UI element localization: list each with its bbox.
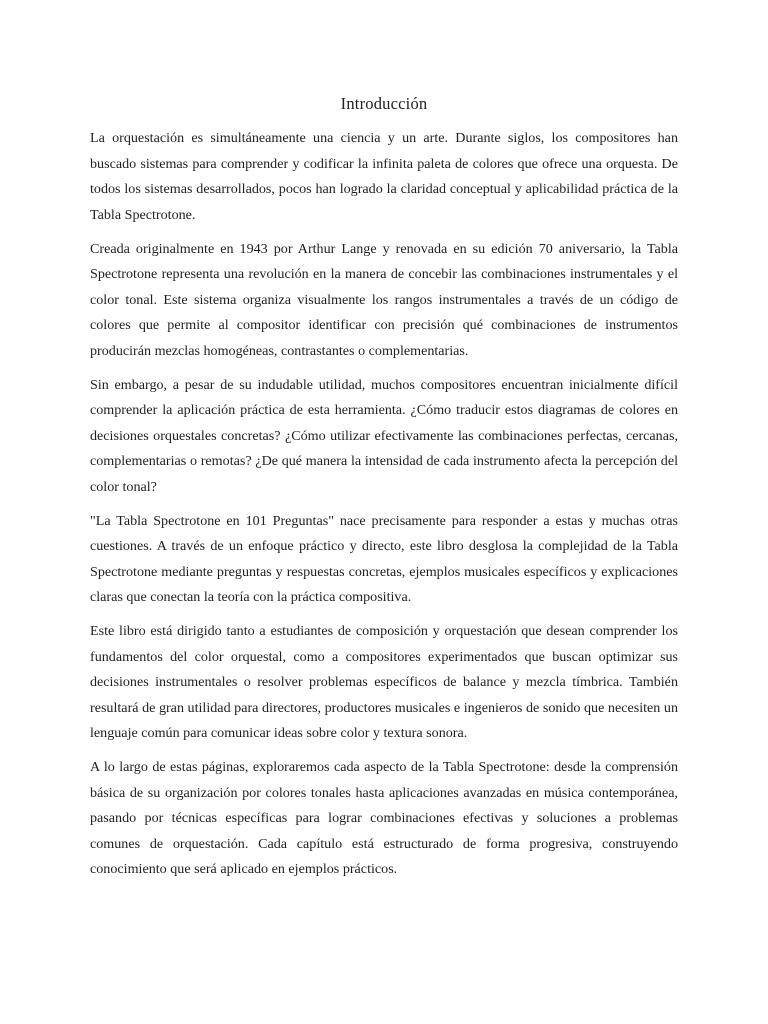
- page-title: Introducción: [340, 94, 428, 113]
- paragraph-1: La orquestación es simultáneamente una ciencia y un arte. Durante siglos, los compositores han buscado sistemas para comprender y codificar la infinita paleta de colores que ofrece una orquesta. De todos los sistemas desarrollados, pocos han logrado la claridad conceptual y aplicabilidad práctica de la Tabla Spectrotone.: [90, 130, 678, 223]
- paragraph-5: Este libro está dirigido tanto a estudiantes de composición y orquestación que desean comprender los fundamentos del color orquestal, como a compositores experimentados que buscan optimizar sus decisiones instrumentales o resolver problemas específicos de balance y mezcla tímbrica. También resultará de gran utilidad para directores, productores musicales e ingenieros de sonido que necesiten un lenguaje común para comunicar ideas sobre color y textura sonora.: [90, 623, 678, 741]
- paragraph-2: Creada originalmente en 1943 por Arthur Lange y renovada en su edición 70 aniversario, la Tabla Spectrotone representa una revolución en la manera de concebir las combinaciones instrumentales y el color tonal. Este sistema organiza visualmente los rangos instrumentales a través de un código de colores que permite al compositor identificar con precisión qué combinaciones de instrumentos producirán mezclas homogéneas, contrastantes o complementarias.: [90, 240, 678, 359]
- paragraph-6: A lo largo de estas páginas, exploraremos cada aspecto de la Tabla Spectrotone: desde la comprensión básica de su organización por colores tonales hasta aplicaciones avanzadas en música contemporánea, pasando por técnicas específicas para lograr combinaciones efectivas y soluciones a problemas comunes de orquestación. Cada capítulo está estructurado de forma progresiva, construyendo conocimiento que será aplicado en ejemplos prácticos.: [90, 759, 678, 877]
- paragraph-4: "La Tabla Spectrotone en 101 Preguntas" nace precisamente para responder a estas y muchas otras cuestiones. A través de un enfoque práctico y directo, este libro desglosa la complejidad de la Tabla Spectrotone mediante preguntas y respuestas concretas, ejemplos musicales específicos y explicaciones claras que conectan la teoría con la práctica compositiva.: [90, 512, 678, 605]
- document-page: [90, 94, 678, 891]
- paragraph-3: Sin embargo, a pesar de su indudable utilidad, muchos compositores encuentran inicialmente difícil comprender la aplicación práctica de esta herramienta. ¿Cómo traducir estos diagramas de colores en decisiones orquestales concretas? ¿Cómo utilizar efectivamente las combinaciones perfectas, cercanas, complementarias o remotas? ¿De qué manera la intensidad de cada instrumento afecta la percepción del color tonal?: [90, 376, 678, 495]
